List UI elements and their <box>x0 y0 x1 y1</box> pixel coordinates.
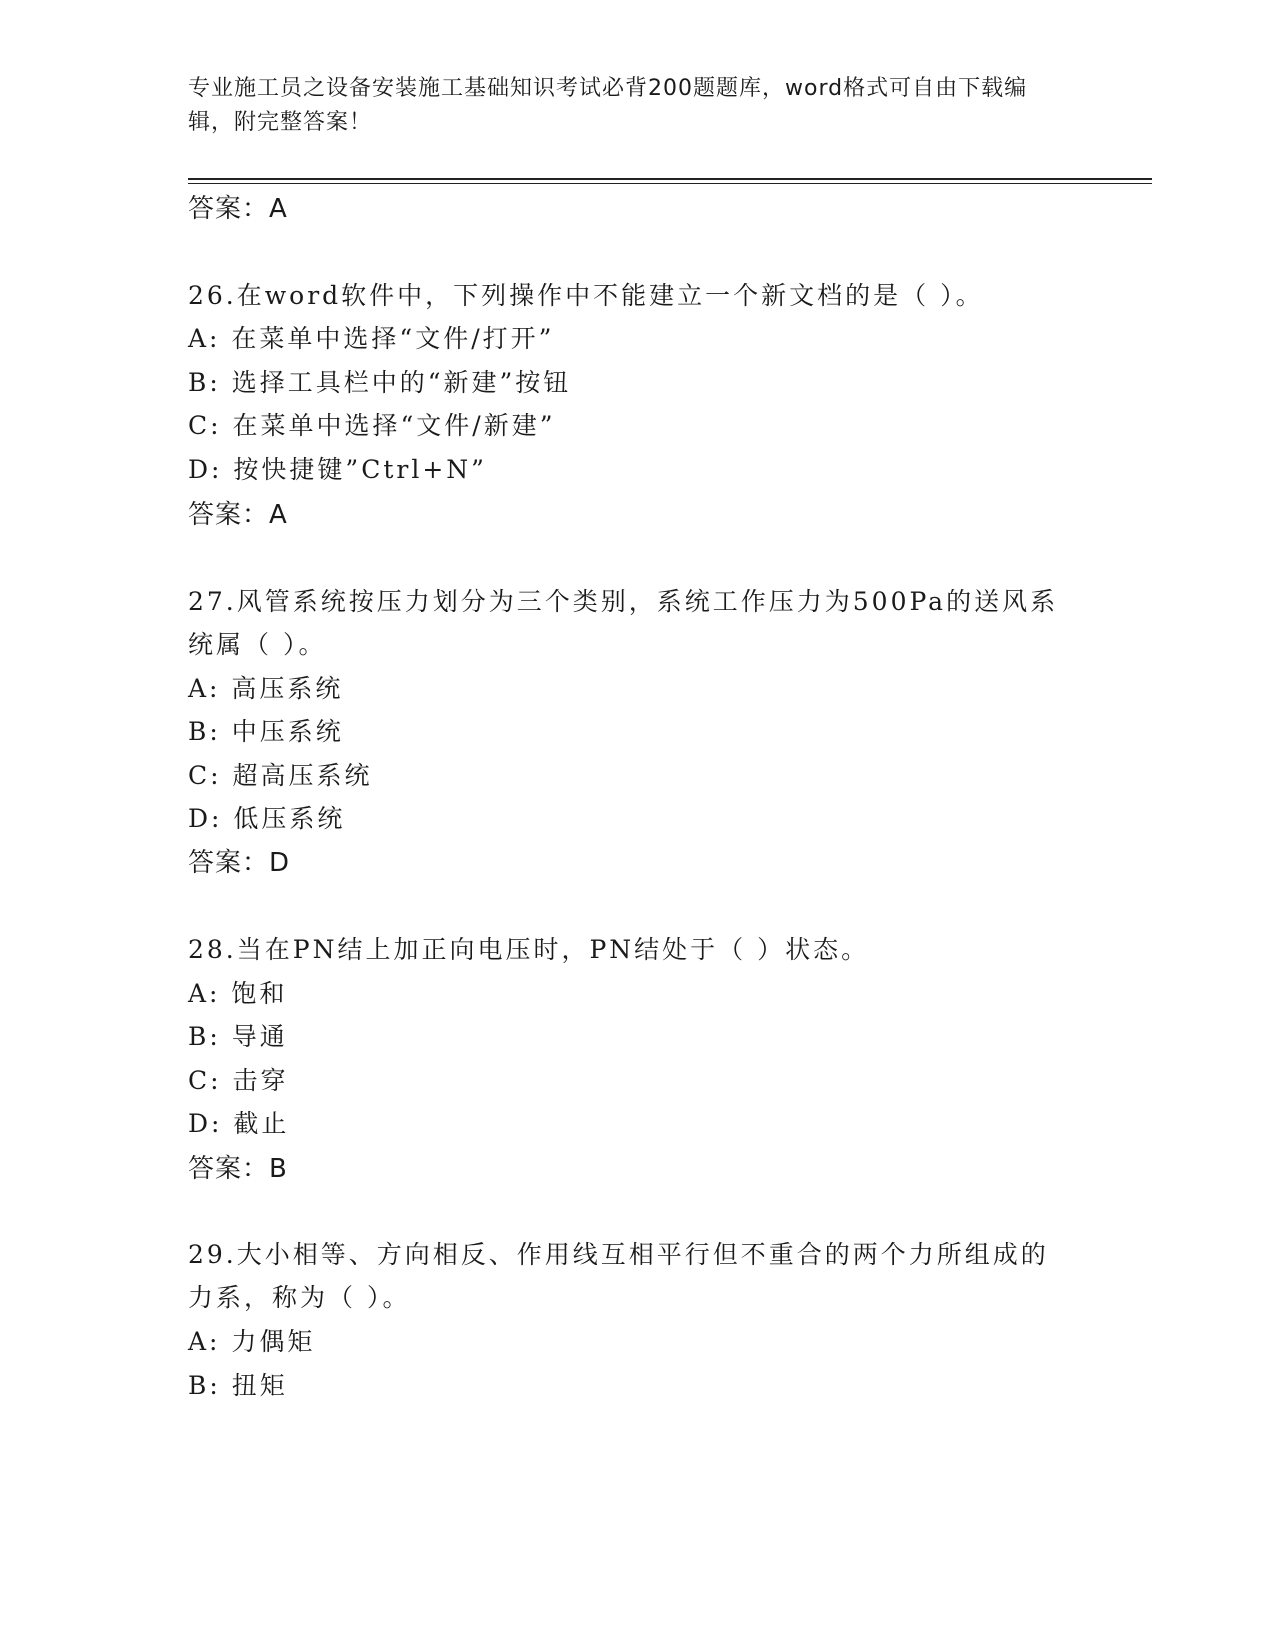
question-29-option-b: B: 扭矩 <box>188 1371 288 1400</box>
question-27-stem-line1: 27.风管系统按压力划分为三个类别，系统工作压力为500Pa的送风系 <box>188 587 1059 616</box>
question-28-option-b: B: 导通 <box>188 1022 288 1051</box>
question-26-option-a: A: 在菜单中选择“文件/打开” <box>188 324 555 353</box>
question-27-option-c: C: 超高压系统 <box>188 761 373 790</box>
question-27-answer: 答案：D <box>188 848 291 878</box>
header-rule-thin <box>188 183 1152 184</box>
question-29-stem-line2: 力系，称为（ ）。 <box>188 1283 411 1312</box>
question-26-answer: 答案：A <box>188 500 288 530</box>
question-28-option-c: C: 击穿 <box>188 1066 289 1095</box>
question-29-option-a: A: 力偶矩 <box>188 1327 316 1356</box>
question-27-option-b: B: 中压系统 <box>188 717 344 746</box>
question-26-stem: 26.在word软件中，下列操作中不能建立一个新文档的是（ ）。 <box>188 281 984 310</box>
question-28-option-d: D: 截止 <box>188 1109 290 1138</box>
question-26-option-b: B: 选择工具栏中的“新建”按钮 <box>188 368 572 397</box>
question-27-stem-line2: 统属（ ）。 <box>188 630 327 659</box>
question-28-option-a: A: 饱和 <box>188 979 288 1008</box>
question-26-option-c: C: 在菜单中选择“文件/新建” <box>188 411 556 440</box>
question-29-stem-line1: 29.大小相等、方向相反、作用线互相平行但不重合的两个力所组成的 <box>188 1240 1049 1269</box>
question-28-stem: 28.当在PN结上加正向电压时，PN结处于（ ）状态。 <box>188 935 870 964</box>
question-26-option-d: D: 按快捷键”Ctrl+N” <box>188 455 487 484</box>
question-27-option-a: A: 高压系统 <box>188 674 344 703</box>
document-header: 专业施工员之设备安装施工基础知识考试必背200题题库，word格式可自由下载编辑，附完整答案！ <box>188 76 1028 135</box>
question-28-answer: 答案：B <box>188 1154 288 1184</box>
header-rule-thick <box>188 178 1152 180</box>
answer-label: 答案：A <box>188 194 288 224</box>
question-27-option-d: D: 低压系统 <box>188 804 346 833</box>
